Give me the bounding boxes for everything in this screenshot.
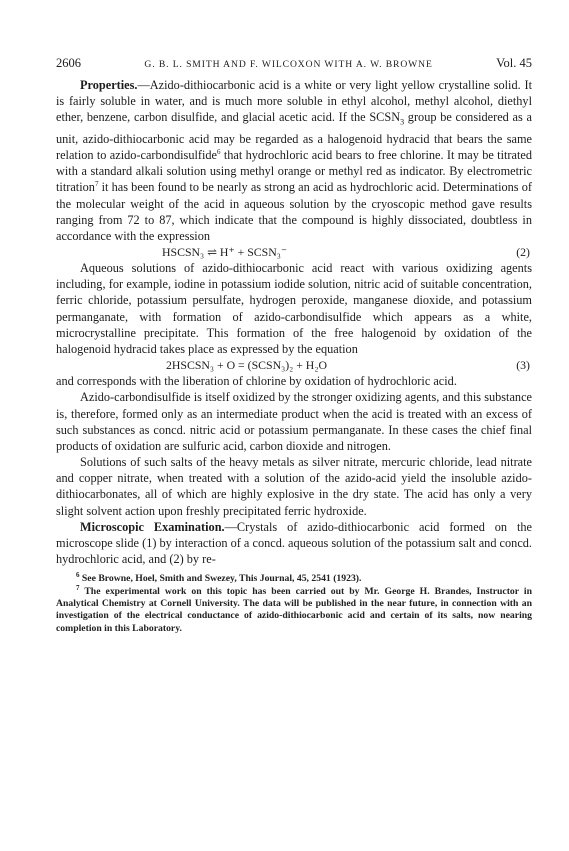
equation-2-number: (2) [516, 245, 530, 260]
section-heading-properties: Properties. [80, 78, 138, 92]
running-header [56, 56, 532, 71]
paragraph-heavy-metals: Solutions of such salts of the heavy metals as silver nitrate, mercuric chloride, lead nitrate and copper nitrate, when treated with a solution of the azido-acid yield the insoluble azido-dithiocarbonates, all of which are highly explosive in the dry state. The acid has only a very slight solvent action upon freshly precipitated ferric hydroxide. [56, 455, 532, 518]
p1-text-a: —Azido-dithiocarbonic acid is a white or very light yellow crystalline solid. It is fairly soluble in water, and is much more soluble in ethyl alcohol, methyl alcohol, diethyl ether, benzene, carbon disulfide, and glacial acetic acid. If the SCSN [56, 78, 532, 125]
journal-page [56, 56, 532, 635]
footnote-6-text: See Browne, Hoel, Smith and Swezey, This Journal, 45, 2541 (1923). [79, 573, 362, 585]
footnote-7-mark: 7 [76, 583, 80, 592]
footnote-7-text: The experimental work on this topic has been carried out by Mr. George H. Brandes, Instructor in Analytical Chemistry at Cornell University. The data will be published in the near future, in connection with an investigation of the electrical conductance of azido-dithiocarbonic acid and certain of its salts, now nearing completion in this Laboratory. [56, 585, 532, 634]
paragraph-chlorine: and corresponds with the liberation of chlorine by oxidation of hydrochloric acid. [56, 374, 457, 389]
footnote-6 [56, 570, 532, 585]
section-heading-microscopic: Microscopic Examination. [80, 519, 225, 534]
p6-text: —Crystals of azido-dithiocarbonic acid formed on the microscope slide (1) by interaction of a concd. aqueous solution of the potassium salt and concd. hydrochloric acid, and (2) by re- [56, 519, 532, 566]
page-number: 2606 [56, 56, 81, 70]
paragraph-microscopic [56, 519, 532, 567]
volume-label: Vol. 45 [496, 56, 532, 70]
p1-text-d: it has been found to be nearly as strong an acid as hydrochloric acid. Determinations of the molecular weight of the acid in aqueous solution by the cryoscopic method gave results ranging from 72 to 87, which indicate that the compound is highly dissociated, doubtless in accordance with the expression [56, 180, 532, 243]
paragraph-carbondisulfide: Azido-carbondisulfide is itself oxidized by the stronger oxidizing agents, and this substance is, therefore, formed only as an intermediate product when the acid is treated with an excess of such substances as concd. nitric acid or potassium permanganate. In these cases the chief final products of oxidation are sulfuric acid, carbon dioxide and nitrogen. [56, 390, 532, 453]
p1-subscript: 3 [400, 117, 405, 127]
article-body [56, 77, 532, 567]
running-head-authors: G. B. L. SMITH AND F. WILCOXON WITH A. W. BROWNE [144, 59, 433, 70]
footnote-6-mark: 6 [76, 570, 80, 579]
p1-text-b: group be considered as a unit, azido-dithiocarbonic acid may be regarded as a halogenoid hydracid that bears the same relation to azido-carbondisulfide [56, 110, 532, 163]
p1-text-c: that hydrochloric acid bears to free chlorine. It may be titrated with a standard alkali solution using methyl orange or methyl red as indicator. By electrometric titration [56, 148, 532, 195]
footnote-ref-6: 6 [217, 147, 221, 156]
footnote-ref-7: 7 [94, 180, 99, 189]
footnotes [56, 570, 532, 635]
equation-3-expression: 2HSCSN₃ + O = (SCSN₃)₂ + H₂O [166, 358, 327, 373]
equation-2-expression: HSCSN₃ ⇌ H⁺ + SCSN₃⁻ [162, 245, 288, 260]
equation-3 [56, 357, 532, 373]
equation-3-number: (3) [516, 358, 530, 373]
paragraph-oxidation: Aqueous solutions of azido-dithiocarbonic acid react with various oxidizing agents including, for example, iodine in potassium iodide solution, nitric acid of suitable concentration, ferric chloride, potassium persulfate, hydrogen peroxide, manganese dioxide, and potassium permanganate, with formation of azido-carbondisulfide which appears as a white, microcrystalline precipitate. This formation of the free halogenoid by oxidation of the halogenoid hydracid takes place as expressed by the equation [56, 261, 532, 356]
footnote-7 [56, 583, 532, 636]
equation-2 [56, 244, 532, 260]
paragraph-properties [56, 77, 532, 244]
